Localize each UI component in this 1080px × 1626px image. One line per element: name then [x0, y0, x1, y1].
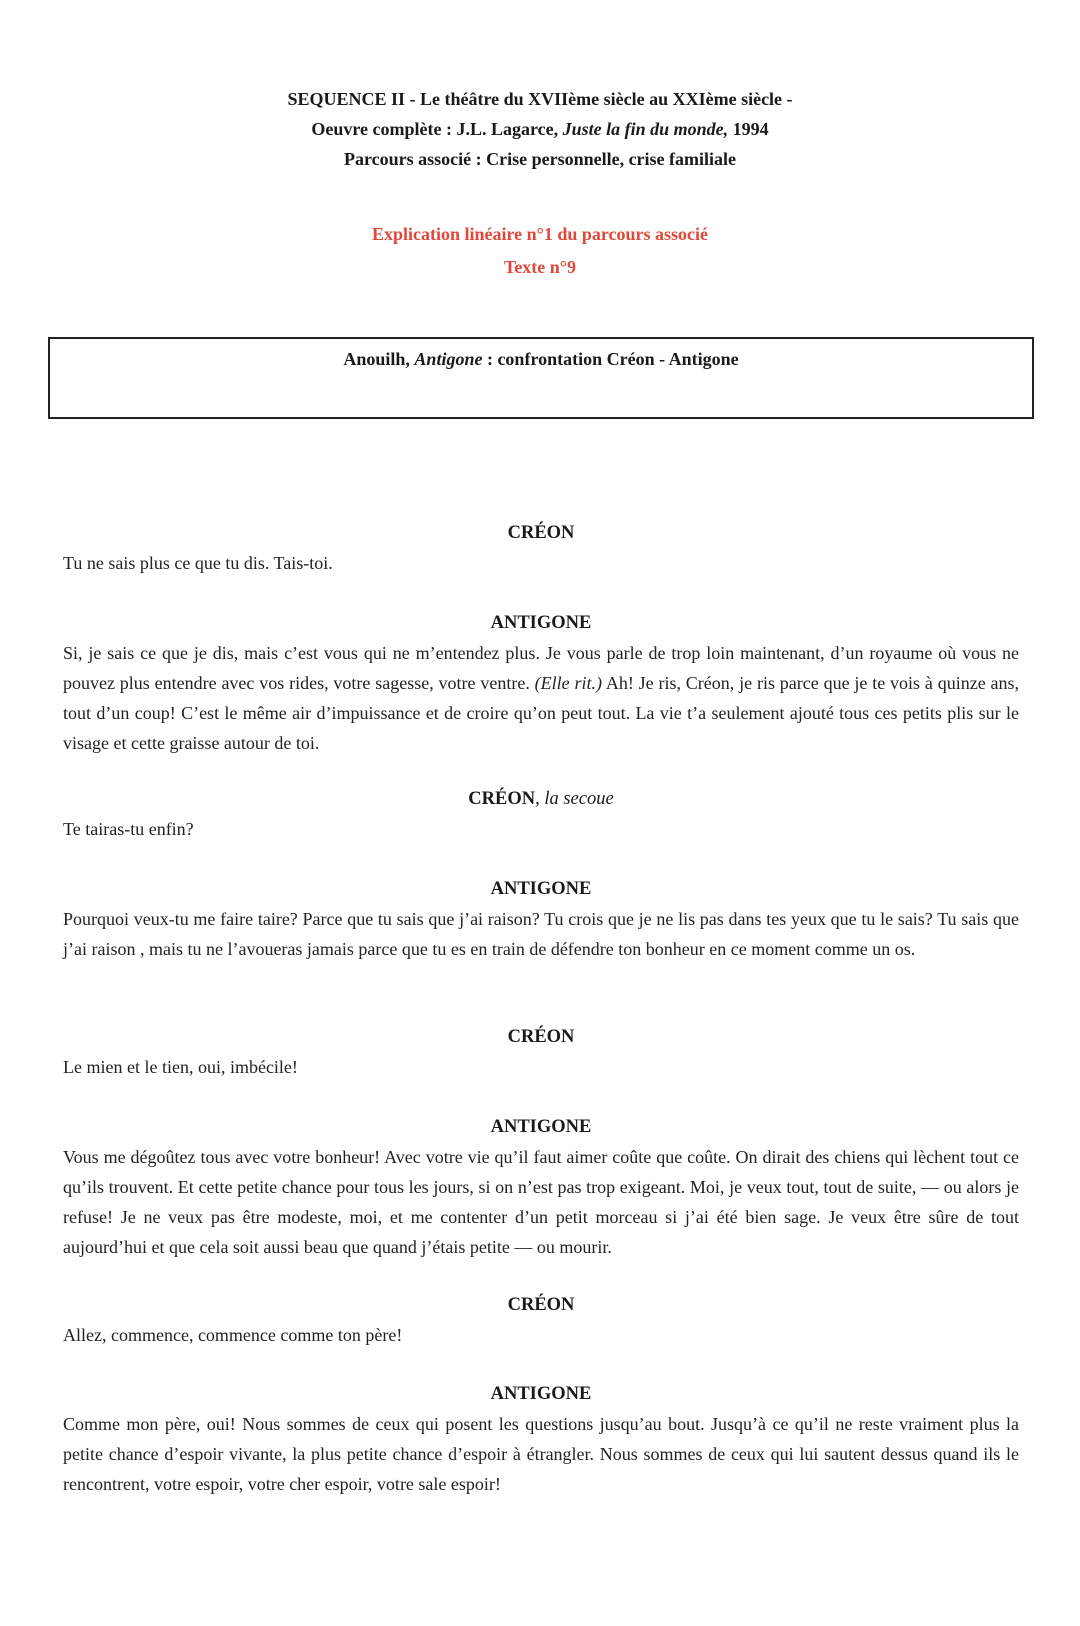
- dialogue-block: [63, 1290, 1019, 1350]
- dialogue-block: [63, 518, 1019, 578]
- oeuvre-line: Oeuvre complète : J.L. Lagarce, Juste la fin du monde, 1994: [311, 119, 769, 139]
- sequence-title: SEQUENCE II - Le théâtre du XVIIème siècle au XXIème siècle -: [287, 89, 793, 109]
- speech-text: Pourquoi veux-tu me faire taire? Parce que tu sais que j’ai raison? Tu crois que je ne lis pas dans tes yeux que tu le sais? Tu sais que j’ai raison , mais tu ne l’avoueras jamais parce que tu es en train de défendre ton bonheur en ce moment comme un os.: [63, 909, 1019, 959]
- dialogue-block: [63, 1112, 1019, 1262]
- speech-text: Le mien et le tien, oui, imbécile!: [63, 1057, 298, 1077]
- explication-title: Explication linéaire n°1 du parcours associé: [371, 224, 709, 244]
- document-header: [0, 84, 1080, 174]
- speaker-name: ANTIGONE: [490, 1384, 592, 1404]
- speech-text: Tu ne sais plus ce que tu dis. Tais-toi.: [63, 553, 333, 573]
- speech-text: Comme mon père, oui! Nous sommes de ceux qui posent les questions jusqu’au bout. Jusqu’à ce qu’il ne reste vraiment plus la petite chance d’espoir vivante, la plus petite chance d’espoir à étrangler. Nous sommes de ceux qui lui sautent dessus quand ils le rencontrent, votre espoir, votre cher espoir, votre sale espoir!: [63, 1414, 1019, 1494]
- speech-text: Te tairas-tu enfin?: [63, 819, 194, 839]
- speech-text: Vous me dégoûtez tous avec votre bonheur! Avec votre vie qu’il faut aimer coûte que coûte. On dirait des chiens qui lèchent tout ce qu’ils trouvent. Et cette petite chance pour tous les jours, si on n’est pas trop exigeant. Moi, je veux tout, tout de suite, — ou alors je refuse! Je ne veux pas être modeste, moi, et me contenter d’un petit morceau si j’ai été bien sage. Je veux être sûre de tout aujourd’hui et que cela soit aussi beau que quand j’étais petite — ou mourir.: [63, 1147, 1019, 1257]
- speaker-name: CRÉON, la secoue: [468, 789, 614, 809]
- stage-direction: (Elle rit.): [534, 673, 602, 693]
- texte-number: Texte n°9: [503, 257, 577, 277]
- dialogue-block: [63, 874, 1019, 964]
- speaker-name: ANTIGONE: [490, 613, 592, 633]
- speaker-name: CRÉON: [507, 1027, 575, 1047]
- speech-text: Si, je sais ce que je dis, mais c’est vous qui ne m’entendez plus. Je vous parle de trop loin maintenant, d’un royaume où vous ne pouvez plus entendre avec vos rides, votre sagesse, votre ventre. (Elle rit.) Ah! Je ris, Créon, je ris parce que je te vois à quinze ans, tout d’un coup! C’est le même air d’impuissance et de croire qu’on peut tout. La vie t’a seulement ajouté tous ces petits plis sur le visage et cette graisse autour de toi.: [63, 643, 1020, 753]
- speaker-name: CRÉON: [507, 523, 575, 543]
- dialogue-block: [63, 784, 1019, 844]
- dialogue-block: [63, 1379, 1019, 1499]
- explication-heading: [0, 218, 1080, 284]
- speaker-name: ANTIGONE: [490, 879, 592, 899]
- parcours-line: Parcours associé : Crise personnelle, crise familiale: [343, 149, 737, 169]
- dialogue-block: [63, 1022, 1019, 1082]
- speech-text: Allez, commence, commence comme ton père!: [63, 1325, 403, 1345]
- stage-direction: , la secoue: [535, 789, 614, 809]
- speaker-name: CRÉON: [507, 1295, 575, 1315]
- speaker-name: ANTIGONE: [490, 1117, 592, 1137]
- text-title-box: Anouilh, Antigone : confrontation Créon - Antigone: [48, 337, 1034, 419]
- dialogue-block: [63, 608, 1019, 758]
